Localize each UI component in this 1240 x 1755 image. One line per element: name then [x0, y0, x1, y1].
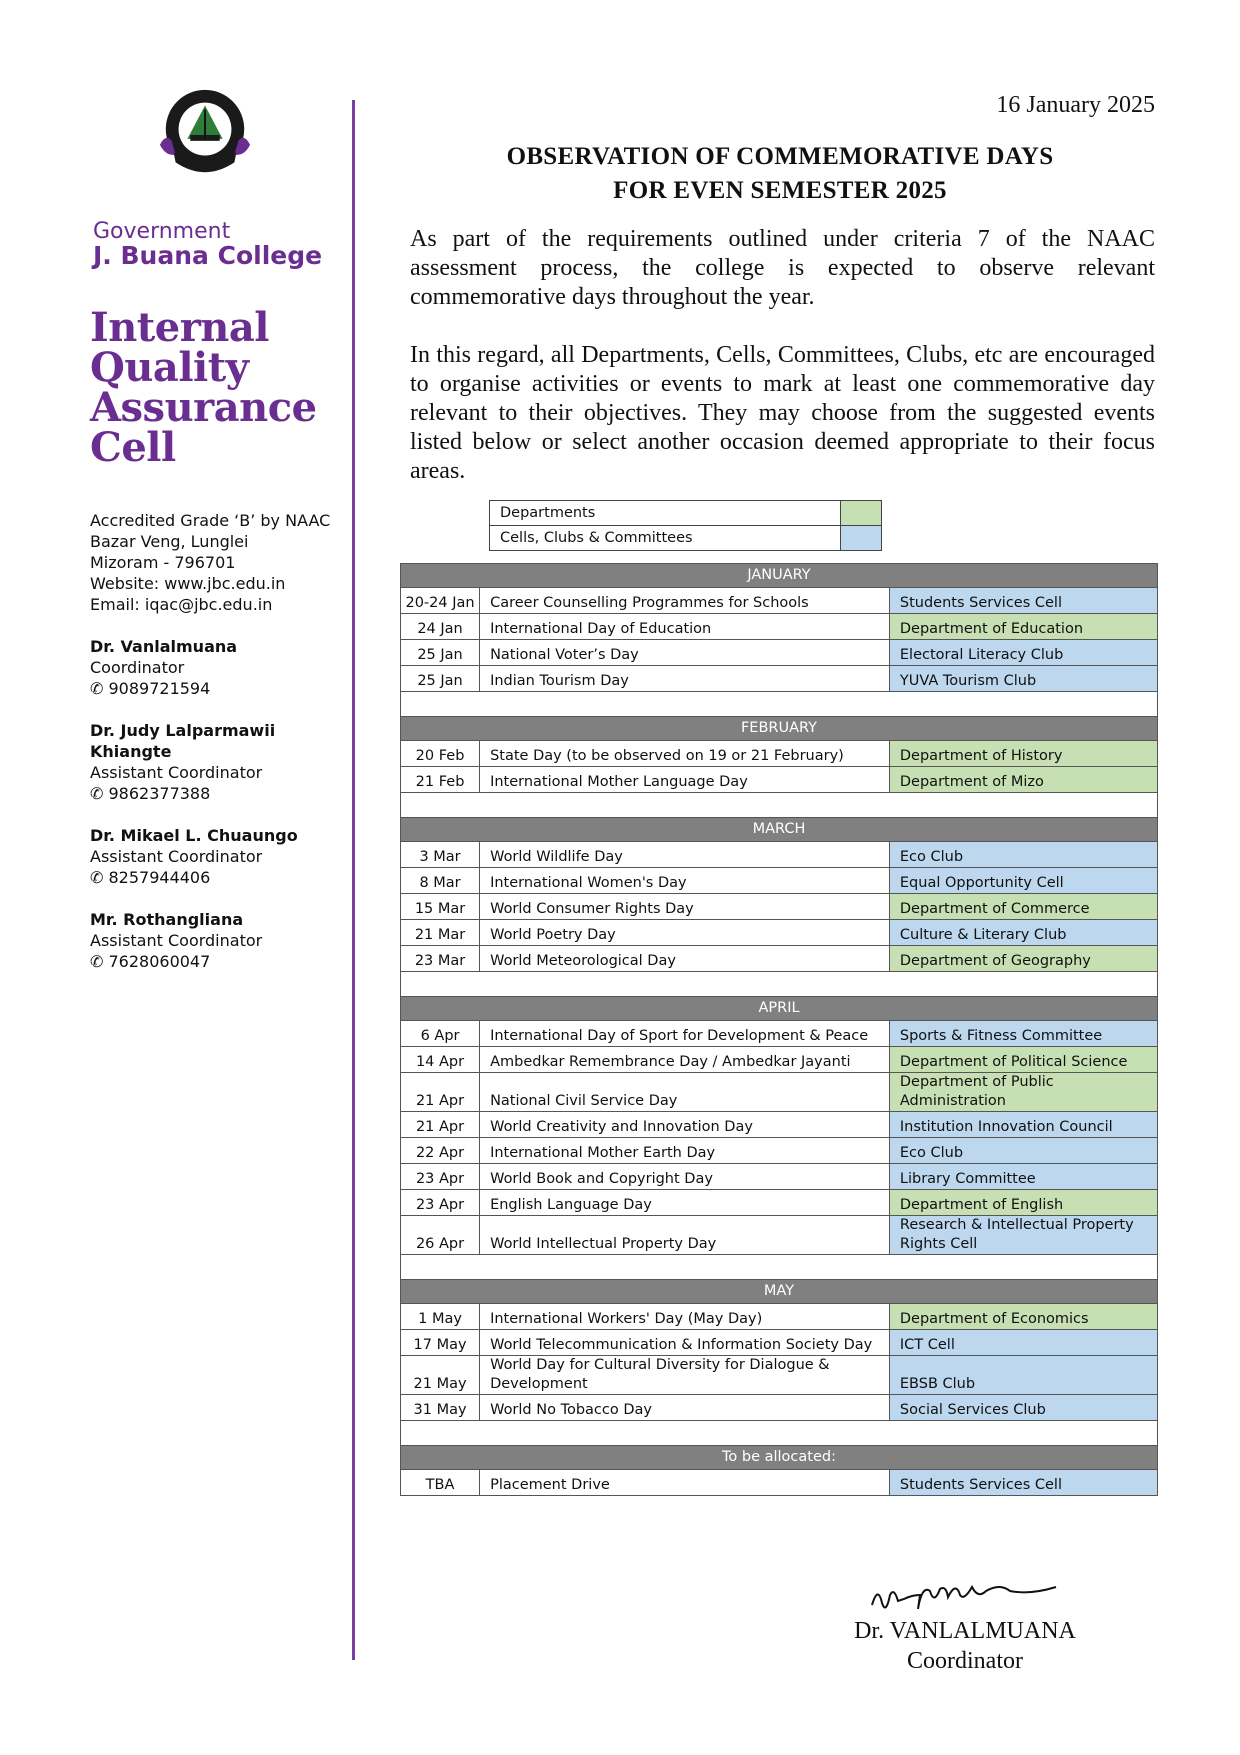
event-date: 15 Mar	[401, 894, 480, 920]
contact-role: Assistant Coordinator	[90, 931, 263, 950]
paragraph-intro: As part of the requirements outlined under criteria 7 of the NAAC assessment process, the college is expected to observe relevant commemorative days throughout the year.	[410, 226, 1155, 310]
college-name	[93, 220, 322, 268]
event-name: English Language Day	[480, 1190, 890, 1216]
month-header: JANUARY	[401, 564, 1158, 588]
iqac-line: Internal	[90, 304, 269, 351]
month-header-row	[401, 564, 1158, 588]
table-row	[401, 920, 1158, 946]
organiser: Department of Education	[889, 614, 1157, 640]
table-row	[401, 1190, 1158, 1216]
iqac-line: Assurance	[90, 384, 317, 431]
table-row	[401, 1470, 1158, 1496]
contact-phone[interactable]: ✆ 9862377388	[90, 784, 211, 803]
event-date: 21 Mar	[401, 920, 480, 946]
table-row	[401, 946, 1158, 972]
organiser: EBSB Club	[889, 1356, 1157, 1395]
organiser: Eco Club	[889, 842, 1157, 868]
event-date: 23 Apr	[401, 1190, 480, 1216]
organiser: Department of Geography	[889, 946, 1157, 972]
legend-table	[489, 500, 882, 551]
event-date: 8 Mar	[401, 868, 480, 894]
document-title	[400, 140, 1160, 208]
schedule-table	[400, 563, 1158, 1496]
table-row	[401, 894, 1158, 920]
organiser: Department of History	[889, 741, 1157, 767]
organiser: Library Committee	[889, 1164, 1157, 1190]
event-name: World Meteorological Day	[480, 946, 890, 972]
table-row	[401, 741, 1158, 767]
event-name: World No Tobacco Day	[480, 1395, 890, 1421]
signatory	[800, 1616, 1130, 1676]
event-date: TBA	[401, 1470, 480, 1496]
event-date: 20-24 Jan	[401, 588, 480, 614]
event-name: World Book and Copyright Day	[480, 1164, 890, 1190]
month-header: MARCH	[401, 818, 1158, 842]
iqac-heading	[90, 304, 317, 471]
organiser: ICT Cell	[889, 1330, 1157, 1356]
sidebar	[0, 0, 352, 1755]
table-row	[401, 1330, 1158, 1356]
contact-name: Mr. Rothangliana	[90, 910, 244, 929]
table-row	[401, 1138, 1158, 1164]
organiser: Research & Intellectual Property Rights Cell	[889, 1216, 1157, 1255]
table-row	[401, 1047, 1158, 1073]
spacer-cell	[401, 793, 1158, 818]
signatory-role: Coordinator	[907, 1648, 1023, 1674]
contact-name: Dr. Mikael L. Chuaungo	[90, 826, 298, 845]
spacer-row	[401, 1421, 1158, 1446]
contact-phone[interactable]: ✆ 8257944406	[90, 868, 211, 887]
event-date: 21 Apr	[401, 1112, 480, 1138]
organiser: Social Services Club	[889, 1395, 1157, 1421]
table-row	[401, 1356, 1158, 1395]
organiser: Department of Public Administration	[889, 1073, 1157, 1112]
iqac-line: Cell	[90, 424, 176, 471]
table-row	[401, 1112, 1158, 1138]
event-name: International Day of Sport for Development & Peace	[480, 1021, 890, 1047]
event-date: 20 Feb	[401, 741, 480, 767]
organiser: Equal Opportunity Cell	[889, 868, 1157, 894]
event-date: 31 May	[401, 1395, 480, 1421]
legend-row	[490, 526, 882, 551]
table-row	[401, 1304, 1158, 1330]
event-date: 23 Mar	[401, 946, 480, 972]
table-row	[401, 614, 1158, 640]
organiser: Sports & Fitness Committee	[889, 1021, 1157, 1047]
contact-role: Assistant Coordinator	[90, 763, 263, 782]
spacer-cell	[401, 972, 1158, 997]
college-logo	[156, 84, 254, 182]
spacer-row	[401, 692, 1158, 717]
legend-row	[490, 501, 882, 526]
month-header-row	[401, 717, 1158, 741]
organiser: Department of Economics	[889, 1304, 1157, 1330]
contact-role: Coordinator	[90, 658, 185, 677]
month-header: FEBRUARY	[401, 717, 1158, 741]
legend-swatch-departments	[841, 501, 882, 526]
document-date: 16 January 2025	[996, 92, 1155, 118]
event-name: International Women's Day	[480, 868, 890, 894]
legend-label: Cells, Clubs & Committees	[490, 526, 841, 551]
event-date: 23 Apr	[401, 1164, 480, 1190]
table-row	[401, 588, 1158, 614]
organiser: Eco Club	[889, 1138, 1157, 1164]
title-line: FOR EVEN SEMESTER 2025	[613, 177, 947, 204]
table-row	[401, 767, 1158, 793]
contact-name: Dr. Vanlalmuana	[90, 637, 238, 656]
table-row	[401, 1164, 1158, 1190]
event-date: 6 Apr	[401, 1021, 480, 1047]
contact-block	[90, 510, 352, 972]
organiser: Electoral Literacy Club	[889, 640, 1157, 666]
iqac-line: Quality	[90, 344, 249, 391]
month-header-row	[401, 1280, 1158, 1304]
event-date: 3 Mar	[401, 842, 480, 868]
divider-line	[352, 100, 355, 1660]
event-name: National Civil Service Day	[480, 1073, 890, 1112]
table-row	[401, 666, 1158, 692]
spacer-cell	[401, 692, 1158, 717]
month-header: To be allocated:	[401, 1446, 1158, 1470]
event-date: 24 Jan	[401, 614, 480, 640]
event-name: International Mother Language Day	[480, 767, 890, 793]
event-name: Career Counselling Programmes for Schools	[480, 588, 890, 614]
college-name-line1: Government	[93, 219, 231, 244]
event-name: Ambedkar Remembrance Day / Ambedkar Jayanti	[480, 1047, 890, 1073]
table-row	[401, 1395, 1158, 1421]
contact-phone[interactable]: ✆ 9089721594	[90, 679, 211, 698]
event-date: 17 May	[401, 1330, 480, 1356]
contact-phone[interactable]: ✆ 7628060047	[90, 952, 211, 971]
college-name-line2: J. Buana College	[93, 241, 323, 270]
organiser: YUVA Tourism Club	[889, 666, 1157, 692]
address-line: Mizoram - 796701	[90, 553, 236, 572]
table-row	[401, 1073, 1158, 1112]
event-name: State Day (to be observed on 19 or 21 February)	[480, 741, 890, 767]
event-name: World Poetry Day	[480, 920, 890, 946]
spacer-cell	[401, 1421, 1158, 1446]
event-name: World Intellectual Property Day	[480, 1216, 890, 1255]
organiser: Students Services Cell	[889, 588, 1157, 614]
organiser: Students Services Cell	[889, 1470, 1157, 1496]
spacer-cell	[401, 1255, 1158, 1280]
contact-name: Dr. Judy Lalparmawii Khiangte	[90, 721, 276, 761]
event-name: World Wildlife Day	[480, 842, 890, 868]
event-name: World Creativity and Innovation Day	[480, 1112, 890, 1138]
paragraph-instructions: In this regard, all Departments, Cells, Committees, Clubs, etc are encouraged to organise activities or events to mark at least one commemorative day relevant to their objectives. They may choose from the suggested events listed below or select another occasion deemed appropriate to their focus areas.	[410, 342, 1155, 484]
table-row	[401, 1216, 1158, 1255]
event-name: World Consumer Rights Day	[480, 894, 890, 920]
month-header: MAY	[401, 1280, 1158, 1304]
event-name: International Day of Education	[480, 614, 890, 640]
month-header-row	[401, 818, 1158, 842]
table-row	[401, 842, 1158, 868]
event-name: International Mother Earth Day	[480, 1138, 890, 1164]
event-name: World Day for Cultural Diversity for Dialogue & Development	[480, 1356, 890, 1395]
legend-swatch-cells	[841, 526, 882, 551]
event-date: 26 Apr	[401, 1216, 480, 1255]
event-date: 25 Jan	[401, 640, 480, 666]
event-name: Indian Tourism Day	[480, 666, 890, 692]
month-header: APRIL	[401, 997, 1158, 1021]
event-date: 14 Apr	[401, 1047, 480, 1073]
email[interactable]: Email: iqac@jbc.edu.in	[90, 595, 273, 614]
month-header-row	[401, 997, 1158, 1021]
event-name: World Telecommunication & Information Society Day	[480, 1330, 890, 1356]
month-header-row	[401, 1446, 1158, 1470]
table-row	[401, 640, 1158, 666]
event-date: 22 Apr	[401, 1138, 480, 1164]
legend-label: Departments	[490, 501, 841, 526]
organiser: Department of Commerce	[889, 894, 1157, 920]
event-name: National Voter’s Day	[480, 640, 890, 666]
accreditation: Accredited Grade ‘B’ by NAAC	[90, 511, 331, 530]
spacer-row	[401, 1255, 1158, 1280]
organiser: Institution Innovation Council	[889, 1112, 1157, 1138]
website[interactable]: Website: www.jbc.edu.in	[90, 574, 286, 593]
organiser: Department of English	[889, 1190, 1157, 1216]
event-date: 21 Feb	[401, 767, 480, 793]
title-line: OBSERVATION OF COMMEMORATIVE DAYS	[506, 143, 1054, 170]
table-row	[401, 868, 1158, 894]
table-row	[401, 1021, 1158, 1047]
spacer-row	[401, 793, 1158, 818]
contact-role: Assistant Coordinator	[90, 847, 263, 866]
organiser: Department of Political Science	[889, 1047, 1157, 1073]
event-date: 21 May	[401, 1356, 480, 1395]
event-date: 25 Jan	[401, 666, 480, 692]
event-date: 1 May	[401, 1304, 480, 1330]
event-name: Placement Drive	[480, 1470, 890, 1496]
event-name: International Workers' Day (May Day)	[480, 1304, 890, 1330]
address-line: Bazar Veng, Lunglei	[90, 532, 249, 551]
event-date: 21 Apr	[401, 1073, 480, 1112]
spacer-row	[401, 972, 1158, 997]
organiser: Culture & Literary Club	[889, 920, 1157, 946]
signatory-name: Dr. VANLALMUANA	[854, 1618, 1076, 1644]
organiser: Department of Mizo	[889, 767, 1157, 793]
